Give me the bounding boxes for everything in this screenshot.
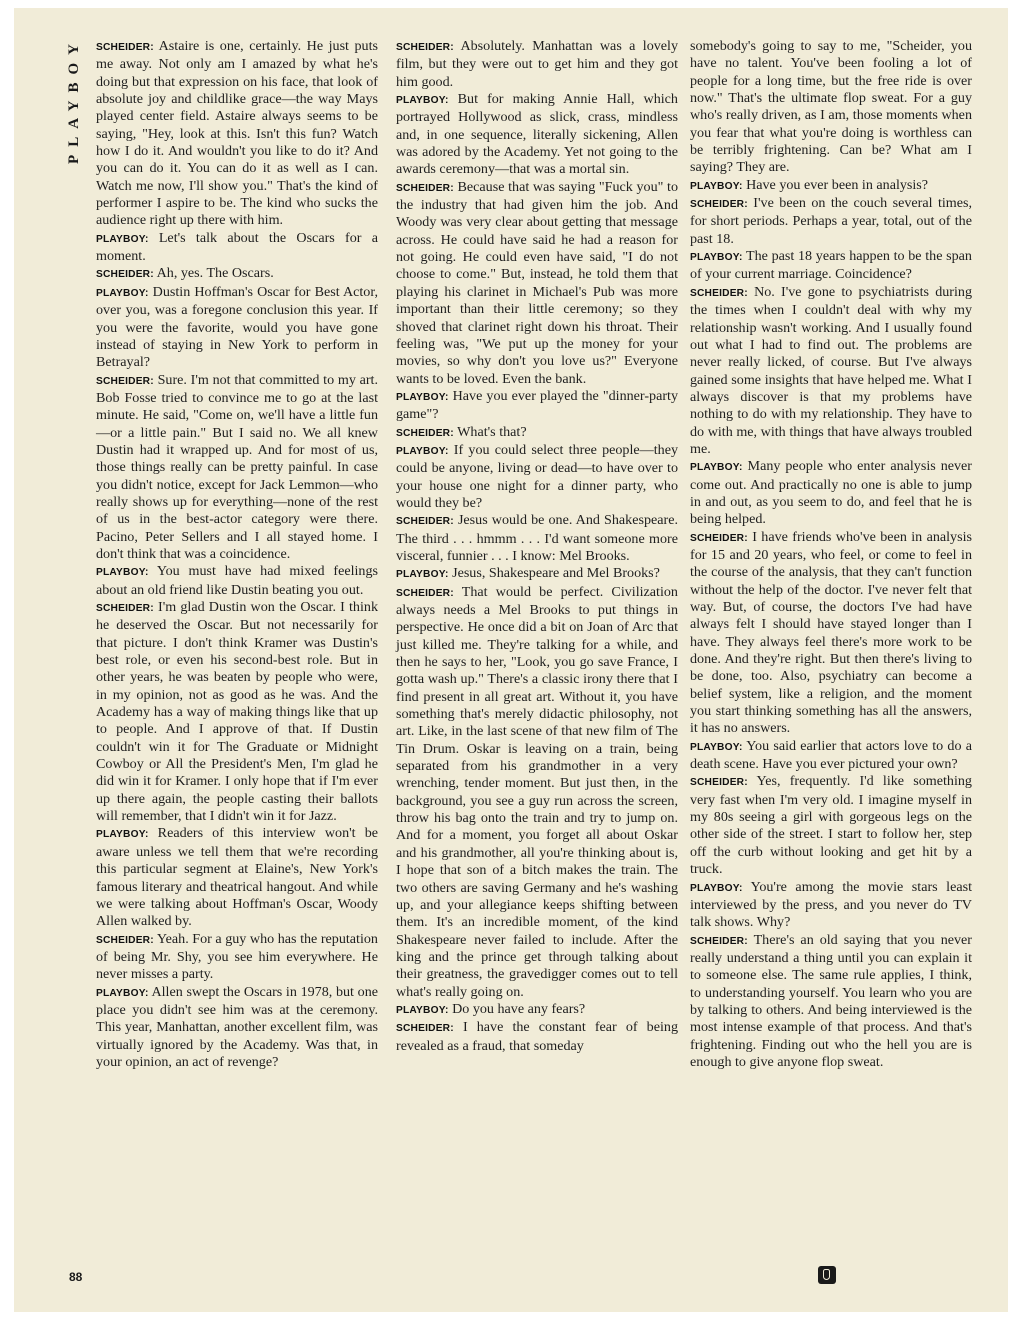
speaker-label: PLAYBOY: [396,569,449,581]
interview-paragraph [690,932,972,1072]
speaker-label: PLAYBOY: [96,233,149,245]
paragraph-text: No. I've gone to psychiatrists during the times when I couldn't deal with why my relationship wasn't working. And I usually found out what I had to find out. The problems are never really licked, of course. But I've always gained some insights that have helped me. What I always discover is that my problems have nothing to do with my relationship. They have to do with me, with things that have always troubled me. [690,283,972,457]
paragraph-text: Jesus would be one. And Shakespeare. The third . . . hmmm . . . I'd want someone more visceral, funnier . . . I know: Mel Brooks. [396,512,678,564]
speaker-label: SCHEIDER: [96,42,154,53]
speaker-label: PLAYBOY: [96,567,149,579]
paragraph-text: I have friends who've been in analysis for 15 and 20 years, who feel, or come to feel in the course of the analysis, that they can't function without the help of the doctor. I've never felt that way. But, of course, the doctors I've had have always felt I should have stayed longer than I have. They always feel there's more work to be done. And they're right. But then there's living to be done, too. Also, psychiatry can become a belief system, like a religion, and the moment you start thinking something has all the answers, it has no answers. [690,528,972,737]
masthead-vertical: PLAYBOY [66,36,82,164]
interview-paragraph [690,879,972,932]
interview-paragraph [96,931,378,984]
speaker-label: PLAYBOY: [96,287,149,299]
paragraph-text: That would be perfect. Civilization always needs a Mel Brooks to put things in perspective. He once did a bit on Joan of Arc that just killed me. They're talking for a while, and then he says to her, "Look, you go save France, I gotta wash up." There's a classic irony there that I find present in all great art. Without it, you have something that's merely didactic philosophy, not art. Like, in the last scene of that new film of The Tin Drum. Oskar is leaving on a train, being separated from his grandmother in a very wrenching, tender moment. But just then, in the background, you see a guy run across the screen, throw his bag onto the train and try to jump on. And for a moment, you forget all about Oskar and his grandmother, all you're thinking about is, I hope that son of a bitch makes the train. The two others are saving Germany and he's washing up, and your allegiance keeps shifting between them. It's an incredible moment, of the kind Shakespeare never failed to include. After the king and the prince get through talking about their greatness, the gravedigger comes out to tell what's really going on. [396,583,678,1000]
speaker-label: SCHEIDER: [96,603,154,614]
interview-paragraph [96,265,378,283]
interview-paragraph [690,38,972,177]
interview-paragraph [396,179,678,388]
paragraph-text: I have the constant fear of being revealed as a fraud, that someday [396,1019,678,1054]
paragraph-text: Sure. I'm not that committed to my art. Bob Fosse tried to convince me to go at the last minute. He said, "Come on, we'll have a little fun—or a little pain." But I said no. We all knew Dustin had it wrapped up. And for most of us, those things really can be pretty painful. In case you didn't notice, except for Jack Lemmon—who really shows up for everything—none of the rest of us in the best-actor category were there. Pacino, Peter Sellers and I all stayed home. I don't think that was a coincidence. [96,371,378,562]
paragraph-text: The past 18 years happen to be the span of your current marriage. Coincidence? [690,248,972,283]
interview-paragraph [690,284,972,458]
interview-paragraph [396,584,678,1001]
paragraph-text: Many people who enter analysis never come out. And practically no one is able to jump in and out, as you seem to do, and feel that he is being helped. [690,458,972,528]
speaker-label: SCHEIDER: [396,427,454,439]
interview-paragraph [96,599,378,825]
speaker-label: PLAYBOY: [690,252,743,264]
speaker-label: SCHEIDER: [396,42,454,53]
speaker-label: SCHEIDER: [396,587,454,599]
speaker-label: PLAYBOY: [690,462,743,474]
paragraph-text: You must have had mixed feelings about an old friend like Dustin beating you out. [96,563,378,598]
speaker-label: PLAYBOY: [690,180,743,192]
paragraph-text: I've been on the couch several times, for short periods. Perhaps a year, total, out of the past 18. [690,195,972,247]
paragraph-text: Jesus, Shakespeare and Mel Brooks? [452,565,660,582]
speaker-label: PLAYBOY: [690,741,743,753]
interview-paragraph [96,230,378,266]
interview-paragraph [396,91,678,179]
speaker-label: SCHEIDER: [396,1023,454,1035]
interview-paragraph [396,442,678,512]
interview-paragraph [690,248,972,284]
paragraph-text: What's that? [457,423,527,440]
paragraph-text: Yeah. For a guy who has the reputation of being Mr. Shy, you see him everywhere. He never misses a party. [96,930,378,983]
speaker-label: PLAYBOY: [96,829,149,841]
paragraph-text: Astaire is one, certainly. He just puts me away. Not only am I amazed by what he's doing but that expression on his face, that look of absolute joy and childlike grace—the way Mays played center field. Astaire always seems to be saying, "Hey, look at this. Isn't this fun? Watch how I do it. And wouldn't you like to do it? And you can do it. You can do it as well as I can. Watch me now, I'll show you." That's the kind of performer I aspire to be. The kind who sucks the audience right up there with him. [96,38,379,229]
speaker-label: PLAYBOY: [396,391,449,403]
paragraph-text: Have you ever been in analysis? [746,176,929,193]
paragraph-text: If you could select three people—they could be anyone, living or dead—to have over to your house one night for a dinner party, who would they be? [396,441,678,511]
paragraph-text: Allen swept the Oscars in 1978, but one place you didn't see him was at the ceremony. This year, Manhattan, another excellent film, was virtually ignored by the Academy. Was that, in your opinion, an act of revenge? [96,983,378,1070]
speaker-label: PLAYBOY: [396,1004,449,1016]
interview-paragraph [96,984,378,1072]
speaker-label: SCHEIDER: [690,935,748,947]
paragraph-text: Readers of this interview won't be aware unless we tell them that we're recording this particular segment at Elaine's, New York's famous literary and theatrical hangout. And while we were talking about Hoffman's Oscar, Woody Allen walked by. [96,825,378,930]
interview-paragraph [396,38,678,91]
interview-paragraph [690,738,972,774]
speaker-label: SCHEIDER: [690,532,748,544]
paragraph-text: Yes, frequently. I'd like something very fast when I'm very old. I imagine myself in my 80s seeing a girl with gorgeous legs on the other side of the street. I start to follow her, step off the curb without looking and get hit by a truck. [690,773,972,878]
interview-paragraph [690,773,972,878]
speaker-label: SCHEIDER: [690,777,748,789]
paragraph-text: But for making Annie Hall, which portrayed Hollywood as slick, crass, mindless and, in one sequence, literally sickening, Allen was adored by the Academy. Yet not going to the awards ceremony—that was a mortal sin. [396,91,678,178]
speaker-label: SCHEIDER: [96,934,154,946]
speaker-label: PLAYBOY: [690,882,743,894]
paragraph-text: Let's talk about the Oscars for a moment. [96,229,378,265]
interview-paragraph [396,1001,678,1019]
text-column-1 [96,38,378,1071]
speaker-label: SCHEIDER: [396,182,454,194]
page-number: 88 [69,1270,83,1284]
speaker-label: SCHEIDER: [690,199,748,211]
paragraph-text: Have you ever played the "dinner-party game"? [396,387,678,423]
interview-paragraph [690,458,972,528]
interview-paragraph [690,177,972,195]
text-column-3 [690,38,972,1071]
paragraph-text: You're among the movie stars least interviewed by the press, and you never do TV talk shows. Why? [690,878,972,931]
speaker-label: PLAYBOY: [396,95,449,107]
interview-paragraph [396,424,678,442]
speaker-label: PLAYBOY: [396,445,449,457]
interview-paragraph [96,563,378,599]
paragraph-text: I'm glad Dustin won the Oscar. I think he deserved the Oscar. But not necessarily for that picture. I don't think Kramer was Dustin's best role, or even his second-best role. But in other years, he was beaten by people who were, in my opinion, not as good as he was. And the Academy has a way of making things like that up to people. And I approve of that. If Dustin couldn't win it for The Graduate or Midnight Cowboy or All the President's Men, I'm glad he did win it for Kramer. I only hope that if I'm ever up there again, the people casting their ballots will remember, that I didn't win it for Jazz. [96,599,378,825]
interview-paragraph [96,825,378,930]
interview-paragraph [396,565,678,583]
bunny-logo-end-mark [818,1266,836,1284]
paragraph-text: Absolutely. Manhattan was a lovely film, but they were out to get him and they got him good. [396,38,679,90]
speaker-label: PLAYBOY: [96,987,149,999]
speaker-label: SCHEIDER: [396,516,454,528]
interview-paragraph [96,372,378,564]
speaker-label: SCHEIDER: [96,269,154,281]
speaker-label: SCHEIDER: [690,287,748,299]
paragraph-text: Dustin Hoffman's Oscar for Best Actor, over you, was a foregone conclusion this year. If you were the favorite, would you have gone instead of staying in New York to perform in Betrayal? [96,283,378,371]
interview-paragraph [396,1019,678,1055]
interview-paragraph [690,195,972,248]
paragraph-text: You said earlier that actors love to do a death scene. Have you ever pictured your own? [690,737,972,773]
interview-paragraph [690,529,972,738]
interview-paragraph [396,512,678,565]
paragraph-text: Because that was saying "Fuck you" to the industry that had given him the job. And Woody was very clear about getting that message across. He could have said he had a reason for not going. He could even have said, "I do not choose to come." But, instead, he told them that playing his clarinet in Michael's Pub was more important than their little ceremony; so they shoved that clarinet right down his throat. Their feeling was, "We put up the money for your movies, so why don't you love us?" Everyone wants to be loved. Even the bank. [396,178,678,387]
paragraph-text: Do you have any fears? [452,1000,586,1017]
paragraph-text: There's an old saying that you never really understand a thing until you can explain it to someone else. The same rule applies, I think, to understanding yourself. You learn who you are by talking to others. And being interviewed is the most intense example of that process. And that's frightening. Finding out who the hell you are is enough to give anyone flop sweat. [690,931,972,1070]
paragraph-text: Ah, yes. The Oscars. [156,265,274,282]
paragraph-text: somebody's going to say to me, "Scheider, you have no talent. You've been fooling a lot of people for a long time, but the free ride is over now." That's the ultimate flop sweat. For a guy who's really driven, as I am, those moments when you fear that what you're doing is worthless can be terribly frightening. Can be? What am I saying? They are. [690,38,972,176]
speaker-label: SCHEIDER: [96,375,154,387]
interview-paragraph [96,284,378,372]
text-column-2 [396,38,678,1055]
interview-paragraph [396,388,678,424]
interview-paragraph [96,38,378,230]
